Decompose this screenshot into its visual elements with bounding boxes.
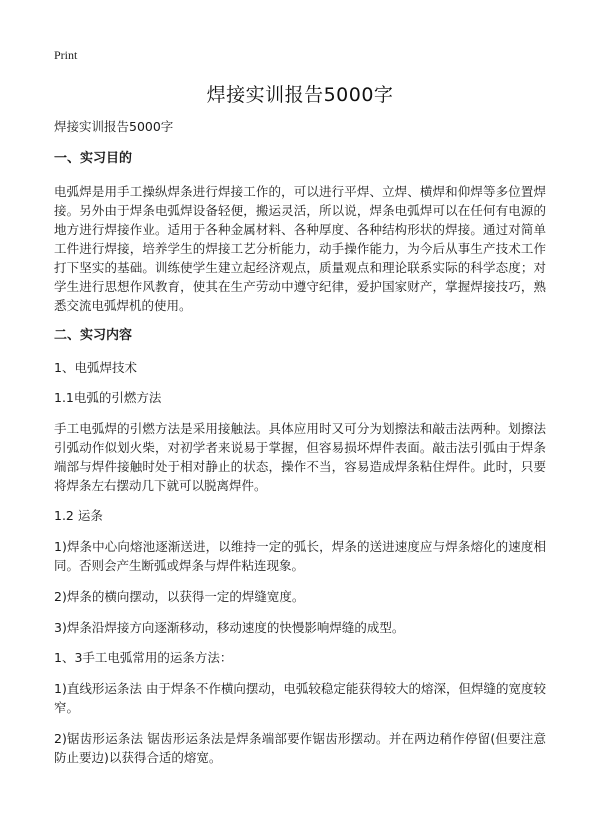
movement-item-2: 2)焊条的横向摆动，以获得一定的焊缝宽度。 xyxy=(54,589,305,604)
document-body xyxy=(54,118,546,779)
method-item-1: 1)直线形运条法 由于焊条不作横向摆动，电弧较稳定能获得较大的熔深，但焊缝的宽度较窄。 xyxy=(54,681,546,715)
subsection-movement-methods: 1、3手工电弧常用的运条方法： xyxy=(54,650,233,665)
document-subtitle: 焊接实训报告5000字 xyxy=(54,119,174,134)
movement-item-3: 3)焊条沿焊接方向逐渐移动，移动速度的快慢影响焊缝的成型。 xyxy=(54,620,405,635)
purpose-paragraph: 电弧焊是用手工操纵焊条进行焊接工作的，可以进行平焊、立焊、横焊和仰焊等多位置焊接。另外由于焊条电弧焊设备轻便，搬运灵活，所以说，焊条电弧焊可以在任何有电源的地方进行焊接作业。适用于各种金属材料、各种厚度、各种结构形状的焊接。通过对简单工件进行焊接，培养学生的焊接工艺分析能力，动手操作能力，为今后从事生产技术工作打下坚实的基础。训练使学生建立起经济观点，质量观点和理论联系实际的科学态度；对学生进行思想作风教育，使其在生产劳动中遵守纪律，爱护国家财产，掌握焊接技巧，熟悉交流电弧焊机的使用。 xyxy=(54,184,546,313)
subsection-arc-ignition: 1.1电弧的引燃方法 xyxy=(54,390,162,405)
method-item-2: 2)锯齿形运条法 锯齿形运条法是焊条端部要作锯齿形摆动。并在两边稍作停留(但要注意防止要边)以获得合适的熔宽。 xyxy=(54,731,546,765)
subsection-electrode-movement: 1.2 运条 xyxy=(54,508,103,523)
page-title: 焊接实训报告5000字 xyxy=(206,84,394,106)
arc-ignition-paragraph: 手工电弧焊的引燃方法是采用接触法。具体应用时又可分为划擦法和敲击法两种。划擦法引弧动作似划火柴，对初学者来说易于掌握，但容易损坏焊件表面。敲击法引弧由于焊条端部与焊件接触时处于相对静止的状态，操作不当，容易造成焊条粘住焊件。此时，只要将焊条左右摆动几下就可以脱离焊件。 xyxy=(54,421,546,493)
section-heading-content: 二、实习内容 xyxy=(54,328,133,343)
subsection-arc-welding: 1、电弧焊技术 xyxy=(54,360,137,375)
section-heading-purpose: 一、实习目的 xyxy=(54,151,133,166)
print-label[interactable]: Print xyxy=(54,48,78,62)
movement-item-1: 1)焊条中心向熔池逐渐送进，以维持一定的弧长，焊条的送进速度应与焊条熔化的速度相同。否则会产生断弧或焊条与焊件粘连现象。 xyxy=(54,539,546,573)
